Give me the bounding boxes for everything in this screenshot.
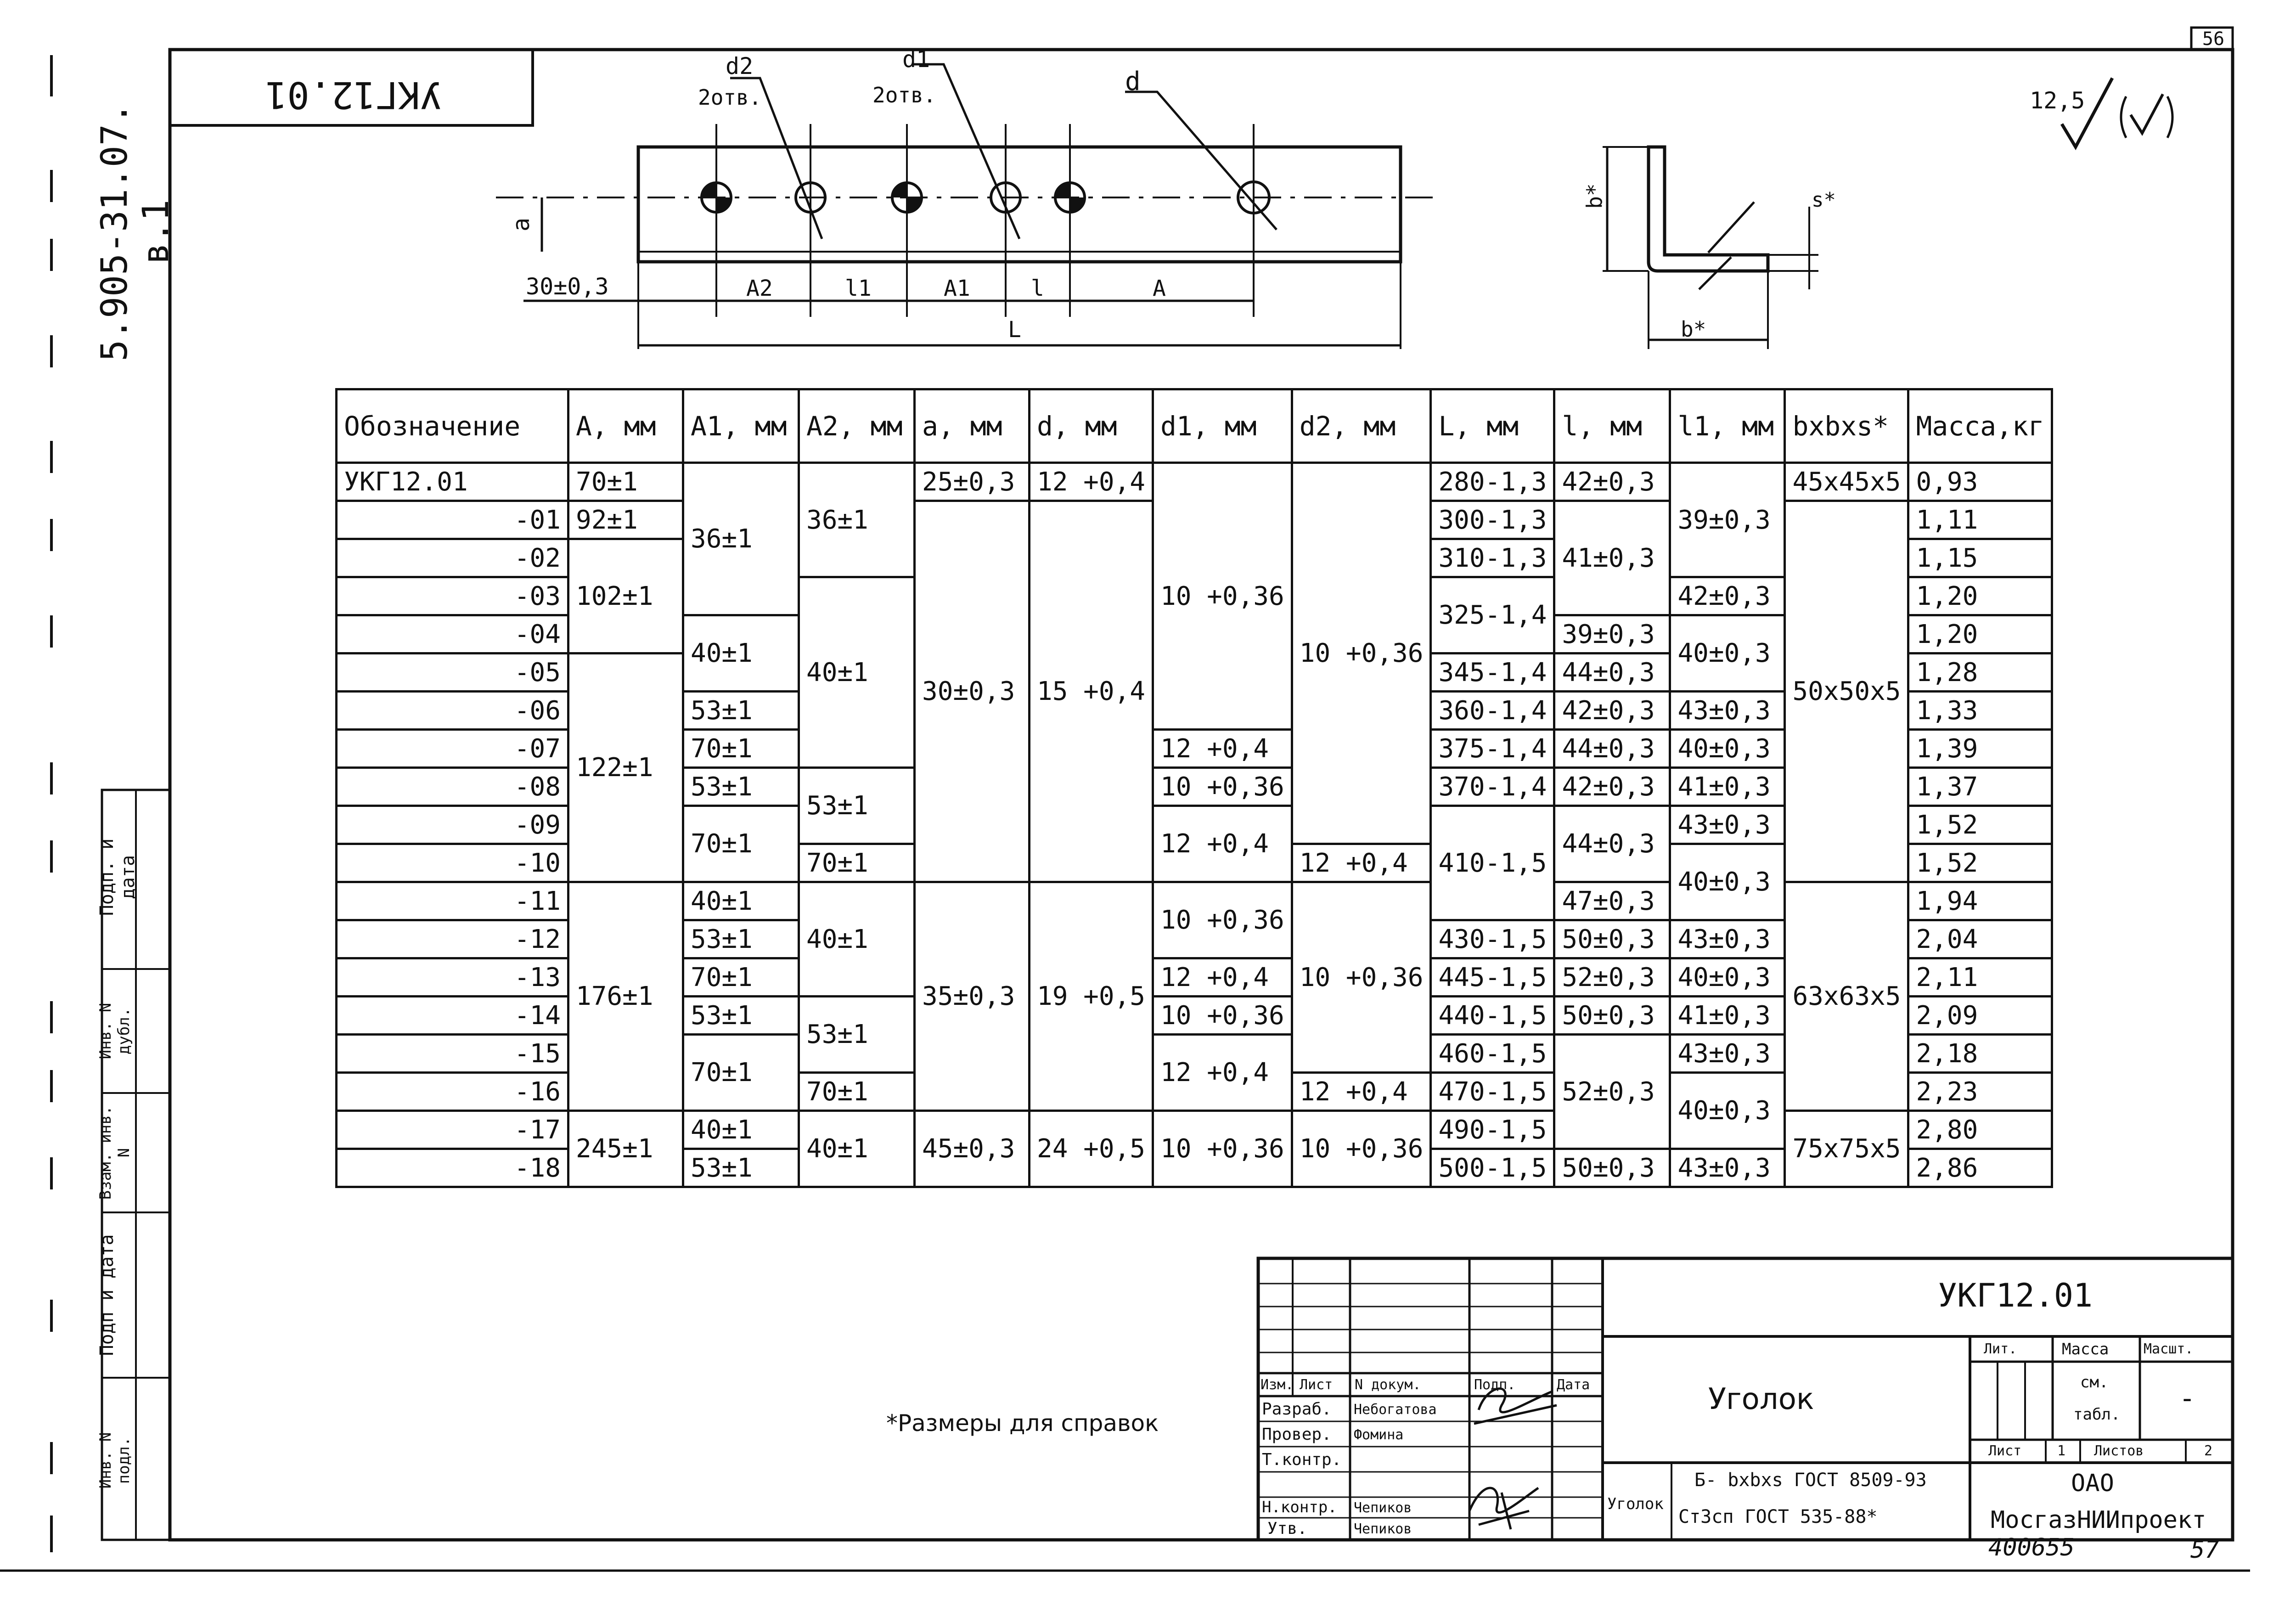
- L-cell: 410-1,5: [1431, 806, 1554, 920]
- callout-d1: d1: [902, 46, 930, 73]
- A2-cell: 70±1: [799, 844, 915, 882]
- table-header: bxbxs*: [1785, 389, 1908, 463]
- archive-number: 400655: [1988, 1534, 2075, 1561]
- dim-l: l: [1031, 276, 1044, 301]
- mass-cell: 2,04: [1908, 920, 2052, 958]
- L-cell: 325-1,4: [1431, 577, 1554, 654]
- stamp-code-inverted: УКГ12.01: [265, 73, 442, 116]
- dim-l1: l1: [845, 276, 872, 301]
- scale-value: -: [2179, 1382, 2196, 1414]
- sheet-number-bottom: 57: [2190, 1536, 2219, 1564]
- L-cell: 370-1,4: [1431, 768, 1554, 806]
- L-cell: 360-1,4: [1431, 692, 1554, 730]
- sheet-number-top: 56: [2202, 28, 2225, 50]
- L-cell: 470-1,5: [1431, 1073, 1554, 1111]
- A1-cell: 53±1: [683, 997, 799, 1035]
- l-cell: 41±0,3: [1554, 501, 1670, 615]
- A-cell: 245±1: [568, 1111, 683, 1187]
- mass-cell: 2,23: [1908, 1073, 2052, 1111]
- d1-cell: 10 +0,36: [1153, 768, 1292, 806]
- designation-cell: -10: [337, 844, 568, 882]
- L-cell: 490-1,5: [1431, 1111, 1554, 1149]
- material-line2: Ст3сп ГОСТ 535-88*: [1678, 1506, 1878, 1527]
- org-line2: МосгазНИИпроект: [1991, 1506, 2206, 1534]
- section-b-bottom: b*: [1681, 317, 1706, 342]
- sheet-value: 1: [2057, 1443, 2066, 1459]
- d2-cell: 10 +0,36: [1292, 882, 1431, 1073]
- lit-label: Лит.: [1984, 1341, 2017, 1357]
- table-header: A2, мм: [799, 389, 915, 463]
- d-cell: 15 +0,4: [1030, 501, 1153, 882]
- d1-cell: 10 +0,36: [1153, 882, 1292, 958]
- designation-cell: -18: [337, 1149, 568, 1187]
- person-approver: Чепиков: [1354, 1521, 1412, 1537]
- section-cell: 45x45x5: [1785, 463, 1908, 501]
- table-header: A1, мм: [683, 389, 799, 463]
- mass-cell: 1,37: [1908, 768, 2052, 806]
- A1-cell: 70±1: [683, 958, 799, 997]
- mass-value-1: см.: [2080, 1373, 2109, 1392]
- L-cell: 300-1,3: [1431, 501, 1554, 539]
- material-line1: Б- bxbxs ГОСТ 8509-93: [1694, 1470, 1927, 1491]
- designation-cell: -13: [337, 958, 568, 997]
- mass-cell: 2,09: [1908, 997, 2052, 1035]
- table-header: d2, мм: [1292, 389, 1431, 463]
- table-header: l1, мм: [1670, 389, 1785, 463]
- l1-cell: 41±0,3: [1670, 768, 1785, 806]
- dim-A2: A2: [746, 276, 773, 301]
- a-cell: 30±0,3: [915, 501, 1030, 882]
- designation-cell: -07: [337, 730, 568, 768]
- l1-cell: 43±0,3: [1670, 806, 1785, 844]
- role-developer: Разраб.: [1262, 1400, 1332, 1419]
- l-cell: 42±0,3: [1554, 463, 1670, 501]
- role-norm-control: Н.контр.: [1262, 1498, 1337, 1516]
- roughness-value: 12,5: [2030, 87, 2085, 114]
- dim-offset: 30±0,3: [526, 273, 609, 300]
- designation-cell: -06: [337, 692, 568, 730]
- l-cell: 50±0,3: [1554, 997, 1670, 1035]
- A2-cell: 53±1: [799, 997, 915, 1073]
- d1-cell: 12 +0,4: [1153, 730, 1292, 768]
- d1-cell: 12 +0,4: [1153, 806, 1292, 882]
- signatures: [1460, 1373, 1570, 1538]
- sheets-value: 2: [2204, 1443, 2213, 1459]
- col-header-rev: Изм.: [1261, 1377, 1294, 1393]
- l1-cell: 40±0,3: [1670, 615, 1785, 692]
- mass-cell: 1,20: [1908, 577, 2052, 615]
- A2-cell: 70±1: [799, 1073, 915, 1111]
- A2-cell: 40±1: [799, 577, 915, 768]
- col-header-docno: N докум.: [1355, 1377, 1421, 1393]
- role-approver: Утв.: [1267, 1519, 1307, 1538]
- designation-cell: -01: [337, 501, 568, 539]
- designation-cell: -14: [337, 997, 568, 1035]
- dim-A: A: [1153, 276, 1166, 301]
- strip-sign-date-2: Подп и дата: [96, 1234, 118, 1356]
- section-cell: 63x63x5: [1785, 882, 1908, 1111]
- L-cell: 345-1,4: [1431, 654, 1554, 692]
- mass-cell: 2,80: [1908, 1111, 2052, 1149]
- designation-cell: -12: [337, 920, 568, 958]
- mass-cell: 1,33: [1908, 692, 2052, 730]
- designation-cell: УКГ12.01: [337, 463, 568, 501]
- A2-cell: 36±1: [799, 463, 915, 577]
- A1-cell: 53±1: [683, 768, 799, 806]
- designation-cell: -16: [337, 1073, 568, 1111]
- L-cell: 460-1,5: [1431, 1035, 1554, 1073]
- table-header: L, мм: [1431, 389, 1554, 463]
- table-header: d, мм: [1030, 389, 1153, 463]
- l-cell: 44±0,3: [1554, 806, 1670, 882]
- mass-cell: 1,52: [1908, 844, 2052, 882]
- role-tech-control: Т.контр.: [1262, 1450, 1342, 1469]
- designation-cell: -09: [337, 806, 568, 844]
- col-header-sign: Подп.: [1474, 1377, 1516, 1393]
- A1-cell: 70±1: [683, 1035, 799, 1111]
- d1-cell: 10 +0,36: [1153, 997, 1292, 1035]
- person-developer: Небогатова: [1354, 1402, 1437, 1418]
- l-cell: 42±0,3: [1554, 692, 1670, 730]
- table-header: Обозначение: [337, 389, 568, 463]
- a-cell: 35±0,3: [915, 882, 1030, 1111]
- l-cell: 50±0,3: [1554, 1149, 1670, 1187]
- l1-cell: 40±0,3: [1670, 730, 1785, 768]
- mass-cell: 0,93: [1908, 463, 2052, 501]
- d1-cell: 10 +0,36: [1153, 463, 1292, 730]
- L-cell: 430-1,5: [1431, 920, 1554, 958]
- material-label: Уголок: [1607, 1495, 1664, 1513]
- table-header: l, мм: [1554, 389, 1670, 463]
- designation-cell: -11: [337, 882, 568, 920]
- person-norm-control: Чепиков: [1354, 1500, 1412, 1516]
- col-header-date: Дата: [1557, 1377, 1590, 1393]
- dim-L: L: [1008, 317, 1021, 343]
- designation-cell: -15: [337, 1035, 568, 1073]
- l-cell: 50±0,3: [1554, 920, 1670, 958]
- strip-replace-inv: Взам. инв. N: [96, 1105, 133, 1200]
- callout-d: d: [1125, 67, 1141, 96]
- A1-cell: 53±1: [683, 1149, 799, 1187]
- strip-orig-inv: Инв. N подл.: [96, 1432, 133, 1489]
- d2-cell: 12 +0,4: [1292, 844, 1431, 882]
- A-cell: 176±1: [568, 882, 683, 1111]
- document-code: 5.905-31.07. в.1: [94, 102, 177, 361]
- designation-cell: -04: [337, 615, 568, 654]
- role-checker: Провер.: [1262, 1425, 1332, 1444]
- strip-sign-date: Подп. и дата: [96, 838, 139, 916]
- A1-cell: 40±1: [683, 882, 799, 920]
- mass-cell: 1,39: [1908, 730, 2052, 768]
- l-cell: 52±0,3: [1554, 1035, 1670, 1149]
- mass-cell: 1,11: [1908, 501, 2052, 539]
- mass-cell: 1,20: [1908, 615, 2052, 654]
- A1-cell: 53±1: [683, 920, 799, 958]
- strip-dup-inv: Инв. N дубл.: [96, 1003, 133, 1059]
- a-cell: 25±0,3: [915, 463, 1030, 501]
- table-header: a, мм: [915, 389, 1030, 463]
- L-cell: 500-1,5: [1431, 1149, 1554, 1187]
- section-cell: 50x50x5: [1785, 501, 1908, 882]
- mass-value-2: табл.: [2073, 1405, 2121, 1424]
- l-cell: 44±0,3: [1554, 654, 1670, 692]
- A1-cell: 36±1: [683, 463, 799, 615]
- l-cell: 39±0,3: [1554, 615, 1670, 654]
- l1-cell: 40±0,3: [1670, 844, 1785, 920]
- table-header: Масса,кг: [1908, 389, 2052, 463]
- designation-cell: -02: [337, 539, 568, 577]
- l-cell: 52±0,3: [1554, 958, 1670, 997]
- mass-cell: 2,86: [1908, 1149, 2052, 1187]
- l1-cell: 43±0,3: [1670, 1149, 1785, 1187]
- l1-cell: 43±0,3: [1670, 920, 1785, 958]
- scale-label: Масшт.: [2144, 1341, 2194, 1357]
- d2-cell: 10 +0,36: [1292, 463, 1431, 844]
- dim-A1: A1: [944, 276, 970, 301]
- callout-d2: d2: [726, 53, 754, 79]
- designation-cell: -08: [337, 768, 568, 806]
- dim-a: a: [508, 217, 535, 232]
- mass-cell: 1,28: [1908, 654, 2052, 692]
- designation-cell: -17: [337, 1111, 568, 1149]
- d1-cell: 12 +0,4: [1153, 958, 1292, 997]
- L-cell: 375-1,4: [1431, 730, 1554, 768]
- mass-cell: 2,18: [1908, 1035, 2052, 1073]
- A2-cell: 40±1: [799, 882, 915, 997]
- l1-cell: 43±0,3: [1670, 692, 1785, 730]
- mass-cell: 2,11: [1908, 958, 2052, 997]
- A2-cell: 53±1: [799, 768, 915, 844]
- l1-cell: 40±0,3: [1670, 958, 1785, 997]
- mass-cell: 1,52: [1908, 806, 2052, 844]
- A-cell: 102±1: [568, 539, 683, 654]
- A-cell: 92±1: [568, 501, 683, 539]
- L-cell: 445-1,5: [1431, 958, 1554, 997]
- table-header: d1, мм: [1153, 389, 1292, 463]
- title-name: Уголок: [1708, 1382, 1814, 1416]
- d2-cell: 12 +0,4: [1292, 1073, 1431, 1111]
- org-line1: ОАО: [2071, 1470, 2114, 1497]
- L-cell: 440-1,5: [1431, 997, 1554, 1035]
- A1-cell: 40±1: [683, 615, 799, 692]
- col-header-sheet: Лист: [1300, 1377, 1333, 1393]
- a-cell: 45±0,3: [915, 1111, 1030, 1187]
- A1-cell: 53±1: [683, 692, 799, 730]
- l-cell: 47±0,3: [1554, 882, 1670, 920]
- table-header: A, мм: [568, 389, 683, 463]
- designation-cell: -05: [337, 654, 568, 692]
- d1-cell: 12 +0,4: [1153, 1035, 1292, 1111]
- L-cell: 280-1,3: [1431, 463, 1554, 501]
- section-cell: 75x75x5: [1785, 1111, 1908, 1187]
- A1-cell: 40±1: [683, 1111, 799, 1149]
- callout-d2-holes: 2отв.: [698, 85, 762, 110]
- section-s: s*: [1812, 188, 1836, 212]
- l1-cell: 40±0,3: [1670, 1073, 1785, 1149]
- l1-cell: 43±0,3: [1670, 1035, 1785, 1073]
- L-cell: 310-1,3: [1431, 539, 1554, 577]
- d-cell: 12 +0,4: [1030, 463, 1153, 501]
- person-checker: Фомина: [1354, 1427, 1404, 1443]
- designation-cell: -03: [337, 577, 568, 615]
- title-code: УКГ12.01: [1938, 1277, 2093, 1314]
- d2-cell: 10 +0,36: [1292, 1111, 1431, 1187]
- A1-cell: 70±1: [683, 806, 799, 882]
- sheet-label: Лист: [1988, 1443, 2022, 1459]
- section-b-left: b*: [1582, 183, 1607, 209]
- mass-cell: 1,15: [1908, 539, 2052, 577]
- d-cell: 19 +0,5: [1030, 882, 1153, 1111]
- l1-cell: 42±0,3: [1670, 577, 1785, 615]
- A2-cell: 40±1: [799, 1111, 915, 1187]
- mass-cell: 1,94: [1908, 882, 2052, 920]
- mass-label: Масса: [2062, 1340, 2109, 1358]
- l-cell: 42±0,3: [1554, 768, 1670, 806]
- d-cell: 24 +0,5: [1030, 1111, 1153, 1187]
- A-cell: 70±1: [568, 463, 683, 501]
- footnote: *Размеры для справок: [886, 1410, 1159, 1437]
- callout-d1-holes: 2отв.: [872, 83, 936, 107]
- A-cell: 122±1: [568, 654, 683, 882]
- A1-cell: 70±1: [683, 730, 799, 768]
- d1-cell: 10 +0,36: [1153, 1111, 1292, 1187]
- l1-cell: 41±0,3: [1670, 997, 1785, 1035]
- sheets-label: Листов: [2094, 1443, 2144, 1459]
- l-cell: 44±0,3: [1554, 730, 1670, 768]
- l1-cell: 39±0,3: [1670, 463, 1785, 577]
